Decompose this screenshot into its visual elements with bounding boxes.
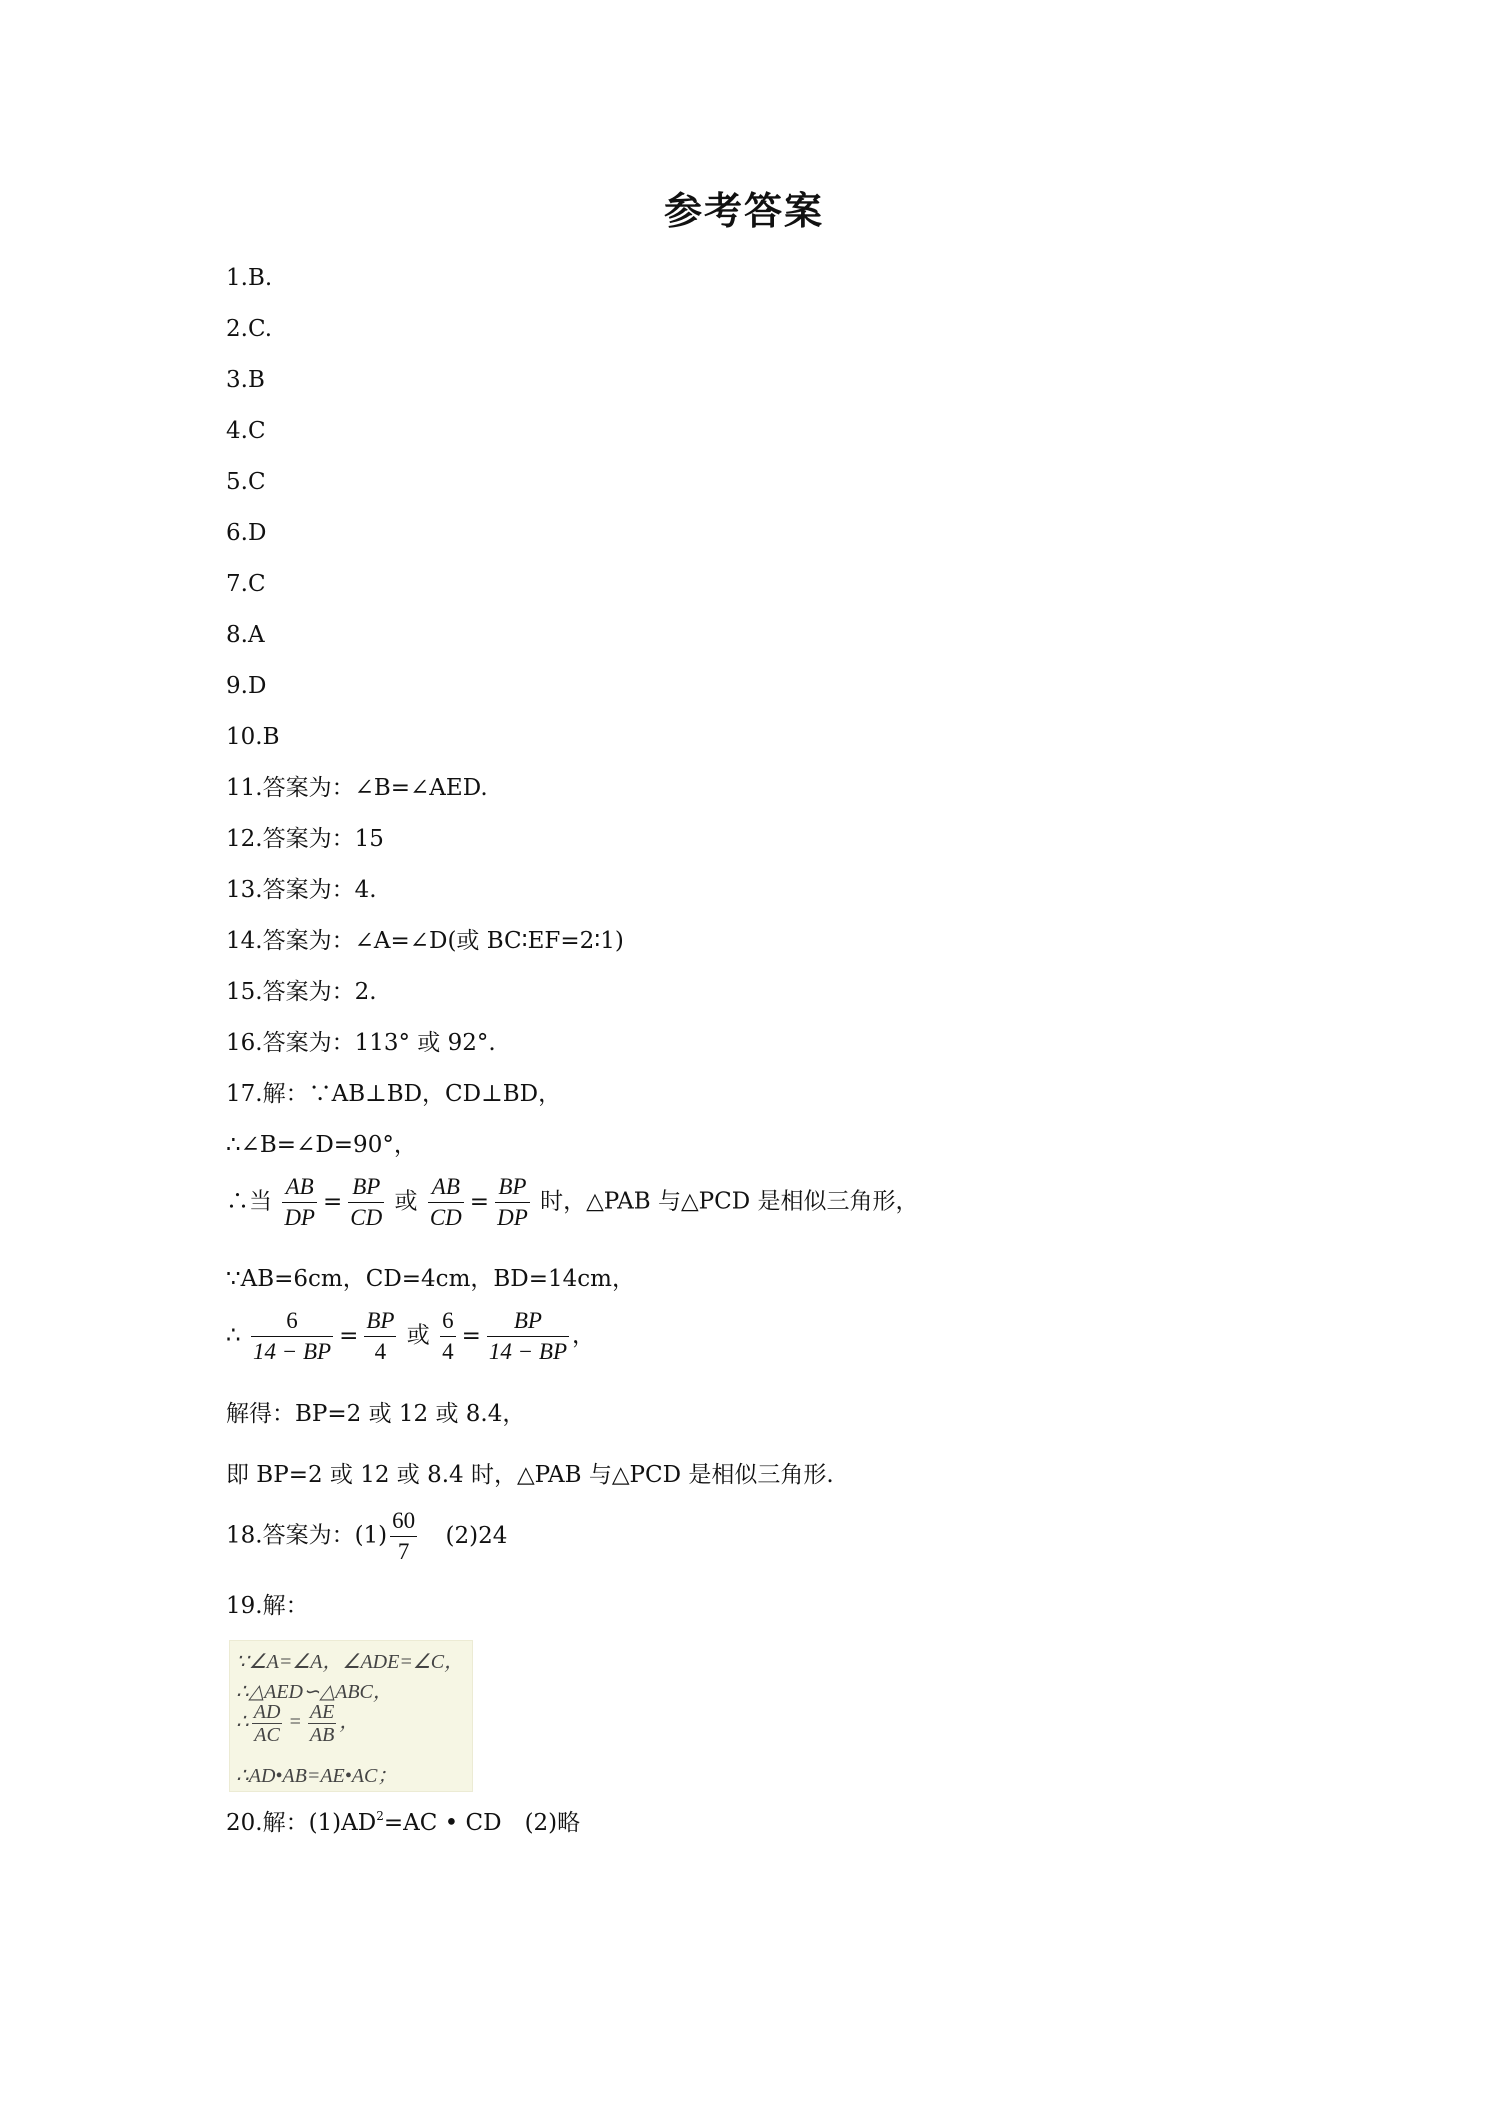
q17-fraction-7-denominator: 4 [442, 1339, 454, 1364]
q17-fraction-5-numerator: 6 [251, 1306, 333, 1337]
q17-fraction-4 [495, 1172, 530, 1233]
q17-fraction-8-denominator: 14 − BP [488, 1339, 567, 1364]
q19-image-line-3-prefix: ∴ [236, 1711, 249, 1734]
q20-line [226, 1800, 580, 1839]
q19-image-fraction-1 [252, 1701, 283, 1746]
q17-fraction-5 [251, 1306, 333, 1367]
q19-image-fraction-2-numerator: AE [309, 1701, 335, 1723]
q18-prefix: 18.答案为：(1) [226, 1522, 388, 1549]
q18-line [226, 1506, 507, 1567]
answer-11: 11.答案为：∠B=∠AED. [226, 775, 488, 801]
q17-line-3-prefix: ∴当 [226, 1188, 272, 1215]
q18-fraction-denominator: 7 [397, 1539, 410, 1564]
q17-fraction-6-denominator: 4 [374, 1339, 387, 1364]
q17-fraction-3 [428, 1172, 464, 1233]
q18-fraction [390, 1506, 417, 1567]
answer-10: 10.B [226, 724, 280, 750]
q19-image-fraction-1-numerator: AD [253, 1701, 281, 1723]
q17-fraction-4-numerator: BP [495, 1172, 530, 1203]
q19-image-fraction-2 [308, 1701, 336, 1746]
q20-prefix: 20.解：(1)AD [226, 1810, 377, 1836]
page-title: 参考答案 [663, 189, 824, 233]
answer-7: 7.C [226, 571, 266, 597]
answer-9: 9.D [226, 673, 267, 699]
q18-suffix: (2)24 [445, 1522, 508, 1549]
answer-6: 6.D [226, 520, 267, 546]
q17-line-5-or: 或 [406, 1322, 430, 1349]
q17-line-1: 17.解：∵AB⊥BD，CD⊥BD， [226, 1081, 562, 1107]
q19-solution-image [229, 1640, 473, 1792]
answer-8: 8.A [226, 622, 265, 648]
q17-line-3: ∴当 $\frac{AB}{DP}$ = $\frac{BP}{CD}$ 或 $\frac{AB}{CD}$ = $\frac{BP}{DP}$ 时，△PAB 与△PCD 是相似三角形， [226, 1172, 918, 1233]
q17-fraction-6 [364, 1306, 396, 1367]
q17-line-3-or: 或 [394, 1188, 418, 1215]
q17-line-4: ∵AB=6cm，CD=4cm，BD=14cm， [226, 1266, 635, 1292]
answer-13: 13.答案为：4. [226, 877, 377, 903]
q19-image-line-2: ∴△AED∽△ABC， [236, 1681, 393, 1703]
q17-line-6: 解得：BP=2 或 12 或 8.4， [226, 1401, 526, 1427]
q17-fraction-5-denominator: 14 − BP [252, 1339, 332, 1364]
q19-image-line-3-suffix: ， [339, 1711, 360, 1734]
q17-line-5-prefix: ∴ [226, 1322, 241, 1349]
q19-image-line-3: ∴ $\frac{AD}{AC}$ = $\frac{AE}{AB}$ ， [236, 1701, 360, 1746]
q17-fraction-1 [282, 1172, 317, 1233]
q18-fraction-numerator: 60 [390, 1506, 417, 1537]
answer-16: 16.答案为：113° 或 92°. [226, 1030, 496, 1056]
q17-fraction-6-numerator: BP [364, 1306, 396, 1337]
q17-fraction-7 [440, 1306, 456, 1367]
q17-line-2: ∴∠B=∠D=90°， [226, 1132, 417, 1158]
q17-fraction-2-denominator: CD [350, 1205, 383, 1230]
q17-line-7: 即 BP=2 或 12 或 8.4 时，△PAB 与△PCD 是相似三角形. [226, 1462, 834, 1488]
answer-4: 4.C [226, 418, 266, 444]
answer-3: 3.B [226, 367, 265, 393]
q19-image-line-4: ∴AD•AB=AE•AC； [236, 1765, 398, 1787]
q17-fraction-8 [487, 1306, 569, 1367]
q19-heading: 19.解： [226, 1593, 309, 1619]
answer-2: 2.C. [226, 316, 273, 342]
q20-suffix: =AC • CD (2)略 [383, 1810, 581, 1836]
q17-fraction-1-denominator: DP [284, 1205, 315, 1230]
q19-image-fraction-1-denominator: AC [254, 1724, 280, 1746]
answer-12: 12.答案为：15 [226, 826, 384, 852]
q20-superscript: 2 [376, 1809, 384, 1823]
q19-image-fraction-2-denominator: AB [309, 1724, 335, 1746]
q17-fraction-7-numerator: 6 [440, 1306, 456, 1337]
q17-line-5: ∴ $\frac{6}{14 - BP}$ = $\frac{BP}{4}$ 或 $\frac{6}{4}$ = $\frac{BP}{14 - BP}$ ， [226, 1306, 595, 1367]
q17-fraction-4-denominator: DP [497, 1205, 528, 1230]
answer-1: 1.B. [226, 265, 273, 291]
q17-line-5-suffix: ， [572, 1322, 595, 1349]
q17-line-3-suffix: 时，△PAB 与△PCD 是相似三角形， [540, 1188, 919, 1215]
answer-5: 5.C [226, 469, 266, 495]
answer-14: 14.答案为：∠A=∠D(或 BC∶EF=2∶1) [226, 928, 624, 954]
q17-fraction-8-numerator: BP [487, 1306, 569, 1337]
q17-fraction-1-numerator: AB [282, 1172, 317, 1203]
q17-fraction-3-numerator: AB [428, 1172, 464, 1203]
answer-15: 15.答案为：2. [226, 979, 377, 1005]
q19-image-line-1: ∵∠A=∠A，∠ADE=∠C， [236, 1651, 465, 1673]
q17-fraction-2-numerator: BP [348, 1172, 384, 1203]
q17-fraction-3-denominator: CD [429, 1205, 462, 1230]
q17-fraction-2 [348, 1172, 384, 1233]
